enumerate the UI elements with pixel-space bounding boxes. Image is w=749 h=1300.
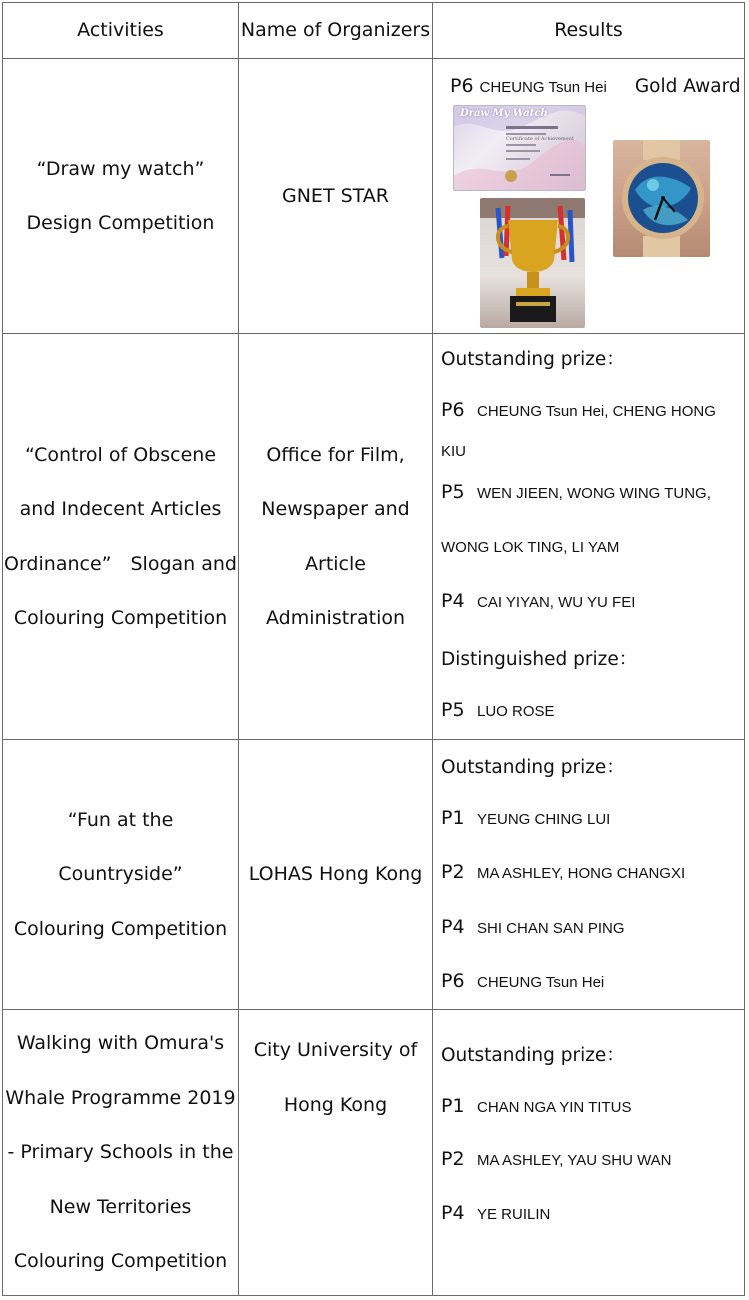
outstanding-prize-label: Outstanding prize： — [441, 1045, 625, 1066]
result-grade: P6 — [441, 970, 465, 992]
result-entry — [441, 807, 610, 829]
certificate-title: Draw My Watch — [460, 108, 548, 119]
certificate-image — [453, 105, 586, 191]
outstanding-prize-label: Outstanding prize： — [441, 349, 625, 370]
result-grade: P1 — [441, 1095, 465, 1117]
activity-line: Colouring Competition — [13, 607, 228, 629]
result-grade: P2 — [441, 1148, 465, 1170]
activity-line: - Primary Schools in the — [7, 1141, 234, 1164]
activity-line: Whale Programme 2019 — [5, 1086, 236, 1109]
certificate-subtitle: Certificate of Achievement — [506, 136, 574, 142]
organizer-line: GNET STAR — [282, 184, 389, 207]
row4-organizer — [239, 1023, 432, 1143]
distinguished-prize-label: Distinguished prize： — [441, 649, 638, 670]
row1-result-line — [450, 75, 741, 97]
outstanding-prize-label: Outstanding prize： — [441, 757, 625, 778]
result-names: LUO ROSE — [477, 703, 555, 720]
result-entry — [441, 1202, 550, 1224]
result-grade: P6 — [441, 399, 465, 421]
organizer-line: Office for Film, — [266, 443, 405, 466]
organizer-line: Hong Kong — [283, 1093, 388, 1116]
result-entry — [441, 916, 625, 938]
activity-line: Colouring Competition — [13, 1250, 228, 1273]
activity-line: Design Competition — [26, 212, 215, 234]
result-names: SHI CHAN SAN PING — [477, 920, 625, 937]
watch-graphic — [613, 140, 710, 257]
activity-line: “Fun at the — [67, 808, 174, 831]
column-divider — [432, 3, 433, 1295]
result-entry — [441, 481, 711, 503]
activity-line: Countryside” — [58, 863, 183, 886]
row2-organizer — [239, 334, 432, 739]
result-entry — [441, 1148, 672, 1170]
result-names: CHEUNG Tsun Hei, CHENG HONG — [477, 403, 716, 420]
result-grade: P5 — [441, 481, 465, 503]
header-results-label: Results — [554, 19, 623, 42]
result-grade: P1 — [441, 807, 465, 829]
result-entry — [441, 1095, 631, 1117]
row1-organizer — [239, 59, 432, 333]
result-names: MA ASHLEY, YAU SHU WAN — [477, 1152, 672, 1169]
watch-image — [613, 140, 710, 257]
header-organizers-label: Name of Organizers — [240, 19, 431, 42]
header-results — [433, 3, 744, 58]
activity-line: “Control of Obscene — [24, 443, 217, 466]
result-grade: P4 — [441, 916, 465, 938]
result-names-continued: WONG LOK TING, LI YAM — [441, 539, 620, 556]
header-activities — [3, 3, 238, 58]
awards-table — [2, 2, 745, 1296]
organizer-line: LOHAS Hong Kong — [248, 863, 423, 886]
result-grade: P6 — [450, 75, 474, 97]
result-names: YEUNG CHING LUI — [477, 811, 611, 828]
row3-organizer — [239, 740, 432, 1009]
result-names: CHEUNG Tsun Hei — [477, 974, 605, 991]
row3-activity — [3, 740, 238, 1009]
result-names-continued: KIU — [441, 443, 467, 460]
result-names: YE RUILIN — [477, 1206, 551, 1223]
result-names: WEN JIEEN, WONG WING TUNG, — [477, 485, 711, 502]
header-organizers — [239, 3, 432, 58]
result-names: MA ASHLEY, HONG CHANGXI — [477, 865, 686, 882]
trophy-graphic — [480, 198, 585, 328]
organizer-line: Newspaper and — [261, 498, 410, 520]
activity-line: New Territories — [49, 1195, 192, 1218]
activity-line: Ordinance” Slogan and — [4, 552, 237, 575]
activity-line: and Indecent Articles — [19, 498, 222, 520]
result-names: CAI YIYAN, WU YU FEI — [477, 594, 636, 611]
result-entry — [441, 970, 604, 992]
header-activities-label: Activities — [77, 19, 164, 42]
result-entry — [441, 861, 685, 883]
trophy-image — [480, 198, 585, 328]
result-name: CHEUNG Tsun Hei — [479, 79, 607, 96]
result-grade: P2 — [441, 861, 465, 883]
row4-activity — [3, 1010, 238, 1295]
organizer-line: City University of — [253, 1039, 418, 1061]
activity-line: “Draw my watch” — [36, 157, 205, 180]
activity-line: Colouring Competition — [13, 917, 228, 940]
result-entry — [441, 590, 635, 612]
row1-activity — [3, 59, 238, 333]
result-names: CHAN NGA YIN TITUS — [477, 1099, 632, 1116]
result-grade: P5 — [441, 699, 465, 721]
result-entry — [441, 699, 555, 721]
result-entry — [441, 399, 716, 421]
activity-line: Walking with Omura's — [16, 1032, 225, 1055]
result-grade: P4 — [441, 590, 465, 612]
result-award: Gold Award — [634, 76, 741, 97]
result-grade: P4 — [441, 1202, 465, 1224]
organizer-line: Administration — [265, 607, 406, 629]
organizer-line: Article — [305, 552, 366, 575]
row2-activity — [3, 334, 238, 739]
